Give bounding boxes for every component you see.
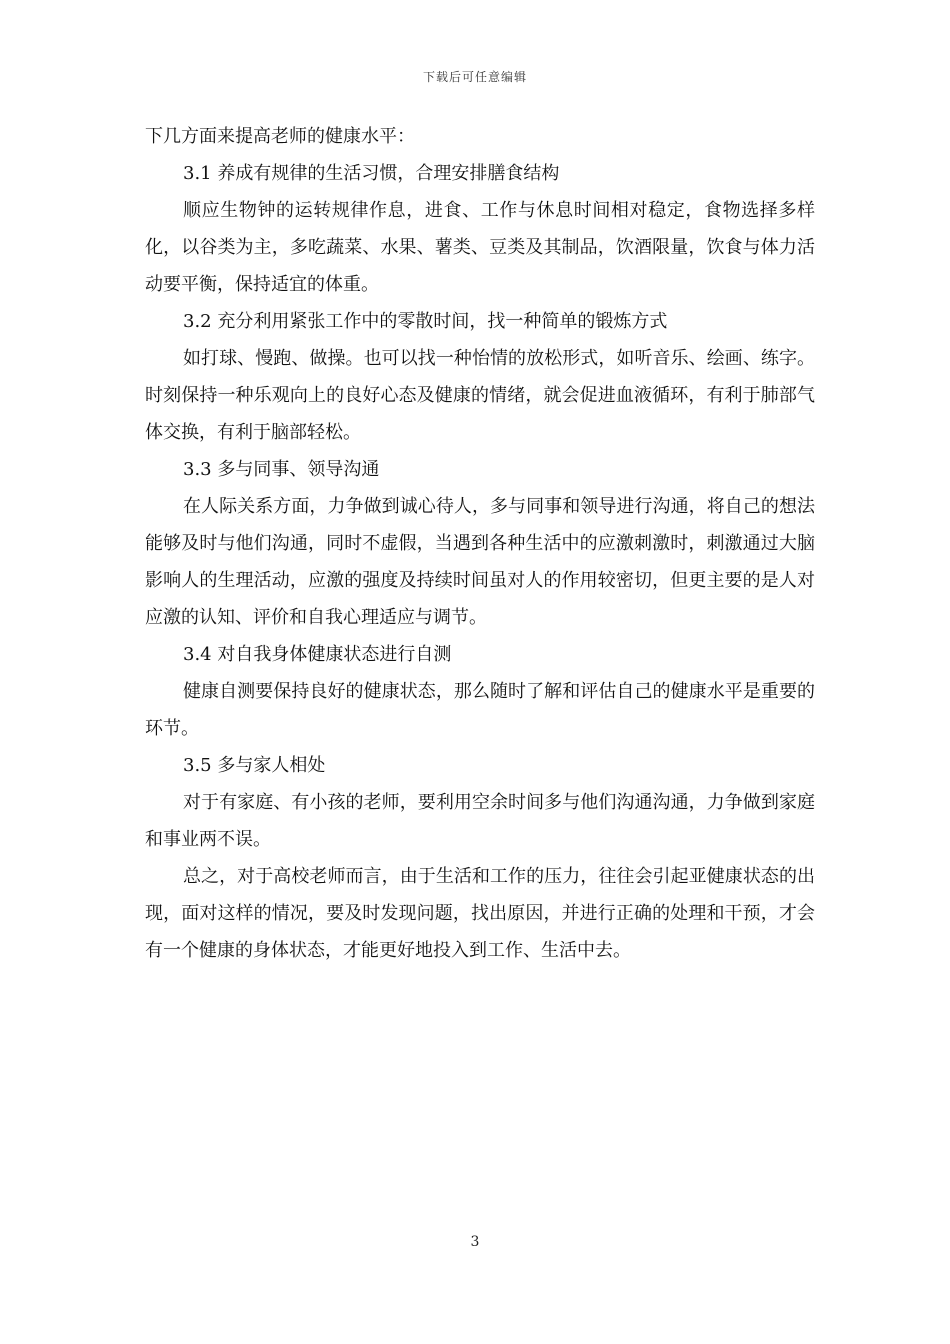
paragraph-3-5: 对于有家庭、有小孩的老师，要利用空余时间多与他们沟通沟通，力争做到家庭和事业两不误。 bbox=[145, 792, 815, 850]
paragraph-conclusion: 总之，对于高校老师而言，由于生活和工作的压力，往往会引起亚健康状态的出现，面对这样的情况，要及时发现问题，找出原因，并进行正确的处理和干预，才会有一个健康的身体状态，才能更好地投入到工作、生活中去。 bbox=[145, 866, 815, 961]
paragraph-3-4: 健康自测要保持良好的健康状态，那么随时了解和评估自己的健康水平是重要的环节。 bbox=[145, 681, 815, 739]
page-header: 下载后可任意编辑 bbox=[422, 70, 527, 84]
paragraph-3-2: 如打球、慢跑、做操。也可以找一种怡情的放松形式，如听音乐、绘画、练字。时刻保持一种乐观向上的良好心态及健康的情绪，就会促进血液循环，有利于肺部气体交换，有利于脑部轻松。 bbox=[145, 348, 815, 443]
section-heading-3-1: 3.1 养成有规律的生活习惯，合理安排膳食结构 bbox=[183, 163, 560, 184]
paragraph-3-3: 在人际关系方面，力争做到诚心待人，多与同事和领导进行沟通，将自己的想法能够及时与他们沟通，同时不虚假，当遇到各种生活中的应激刺激时，刺激通过大脑影响人的生理活动，应激的强度及持续时间虽对人的作用较密切，但更主要的是人对应激的认知、评价和自我心理适应与调节。 bbox=[145, 496, 815, 628]
paragraph-3-1: 顺应生物钟的运转规律作息，进食、工作与休息时间相对稳定，食物选择多样化，以谷类为主，多吃蔬菜、水果、薯类、豆类及其制品，饮酒限量，饮食与体力活动要平衡，保持适宜的体重。 bbox=[145, 200, 815, 295]
section-heading-3-3: 3.3 多与同事、领导沟通 bbox=[183, 459, 380, 480]
paragraph-continuation: 下几方面来提高老师的健康水平： bbox=[145, 126, 415, 147]
document-body bbox=[145, 118, 815, 969]
section-heading-3-5: 3.5 多与家人相处 bbox=[183, 755, 326, 776]
page-number: 3 bbox=[470, 1234, 480, 1250]
section-heading-3-4: 3.4 对自我身体健康状态进行自测 bbox=[183, 644, 452, 665]
section-heading-3-2: 3.2 充分利用紧张工作中的零散时间，找一种简单的锻炼方式 bbox=[183, 311, 668, 332]
